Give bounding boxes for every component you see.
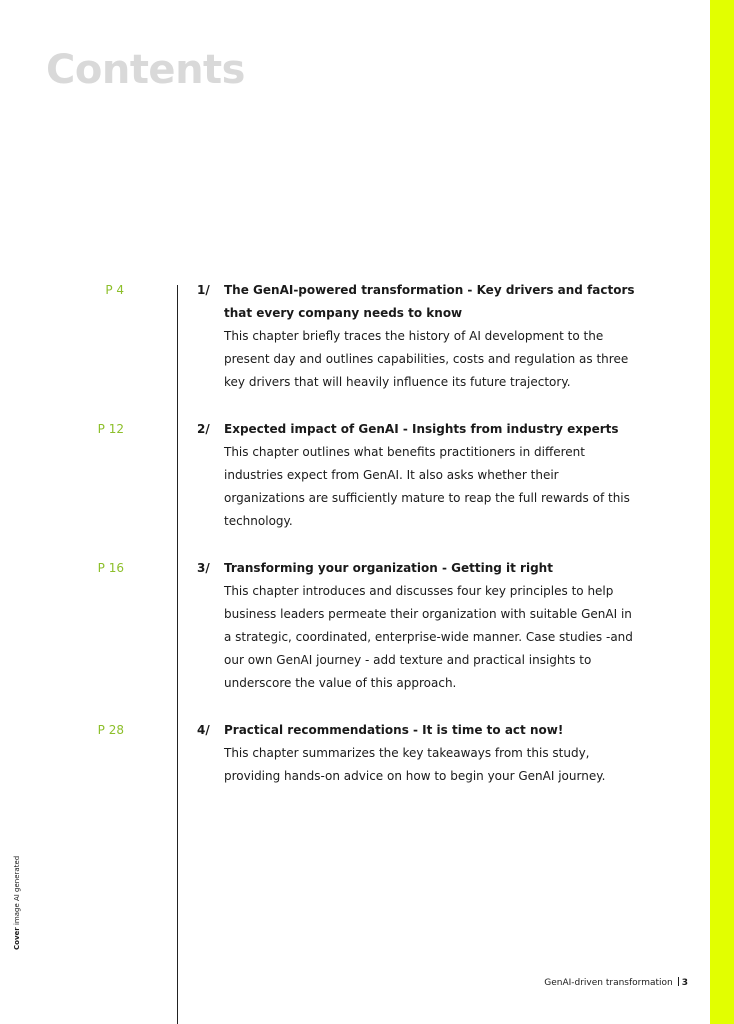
footer-separator bbox=[678, 977, 679, 986]
toc-chapter-description: This chapter introduces and discusses four key principles to help business leaders permeate their organization with suitable GenAI in a strategic, coordinated, enterprise-wide manner. Case studies -and our own GenAI journey - add texture and practical insights to underscore the value of this approach. bbox=[224, 584, 633, 690]
page-title: Contents bbox=[46, 47, 245, 93]
toc-chapter-number: 2/ bbox=[197, 422, 210, 436]
toc-page-ref: P 12 bbox=[97, 422, 124, 436]
toc-entry-body bbox=[224, 719, 636, 788]
accent-bar bbox=[710, 0, 734, 1024]
cover-image-credit bbox=[12, 856, 22, 950]
page-footer bbox=[544, 976, 688, 990]
toc-chapter-description: This chapter summarizes the key takeaways from this study, providing hands-on advice on how to begin your GenAI journey. bbox=[224, 746, 606, 783]
toc-chapter-description: This chapter briefly traces the history of AI development to the present day and outlines capabilities, costs and regulation as three key drivers that will heavily influence its future trajectory. bbox=[224, 329, 629, 389]
credit-text: image AI generated bbox=[13, 855, 21, 928]
footer-page-number: 3 bbox=[681, 978, 688, 988]
toc-entry-body bbox=[224, 557, 636, 695]
toc-chapter-number: 4/ bbox=[197, 723, 210, 737]
credit-label: Cover bbox=[13, 927, 21, 950]
toc-entry-body bbox=[224, 418, 636, 533]
toc-chapter-heading: Practical recommendations - It is time to act now! bbox=[224, 723, 564, 737]
toc-divider-line bbox=[177, 285, 178, 1024]
toc-page-ref: P 28 bbox=[97, 723, 124, 737]
toc-chapter-heading: The GenAI-powered transformation - Key drivers and factors that every company needs to know bbox=[224, 283, 635, 320]
toc-entry-body bbox=[224, 279, 636, 394]
toc-chapter-heading: Expected impact of GenAI - Insights from industry experts bbox=[224, 422, 619, 436]
toc-page-ref: P 16 bbox=[97, 561, 124, 575]
toc-page-ref: P 4 bbox=[105, 283, 124, 297]
toc-chapter-description: This chapter outlines what benefits practitioners in different industries expect from GenAI. It also asks whether their organizations are sufficiently mature to reap the full rewards of this technology. bbox=[224, 445, 630, 528]
toc-chapter-number: 3/ bbox=[197, 561, 210, 575]
toc-chapter-number: 1/ bbox=[197, 283, 210, 297]
toc-chapter-heading: Transforming your organization - Getting it right bbox=[224, 561, 553, 575]
footer-document-title: GenAI-driven transformation bbox=[544, 978, 673, 988]
